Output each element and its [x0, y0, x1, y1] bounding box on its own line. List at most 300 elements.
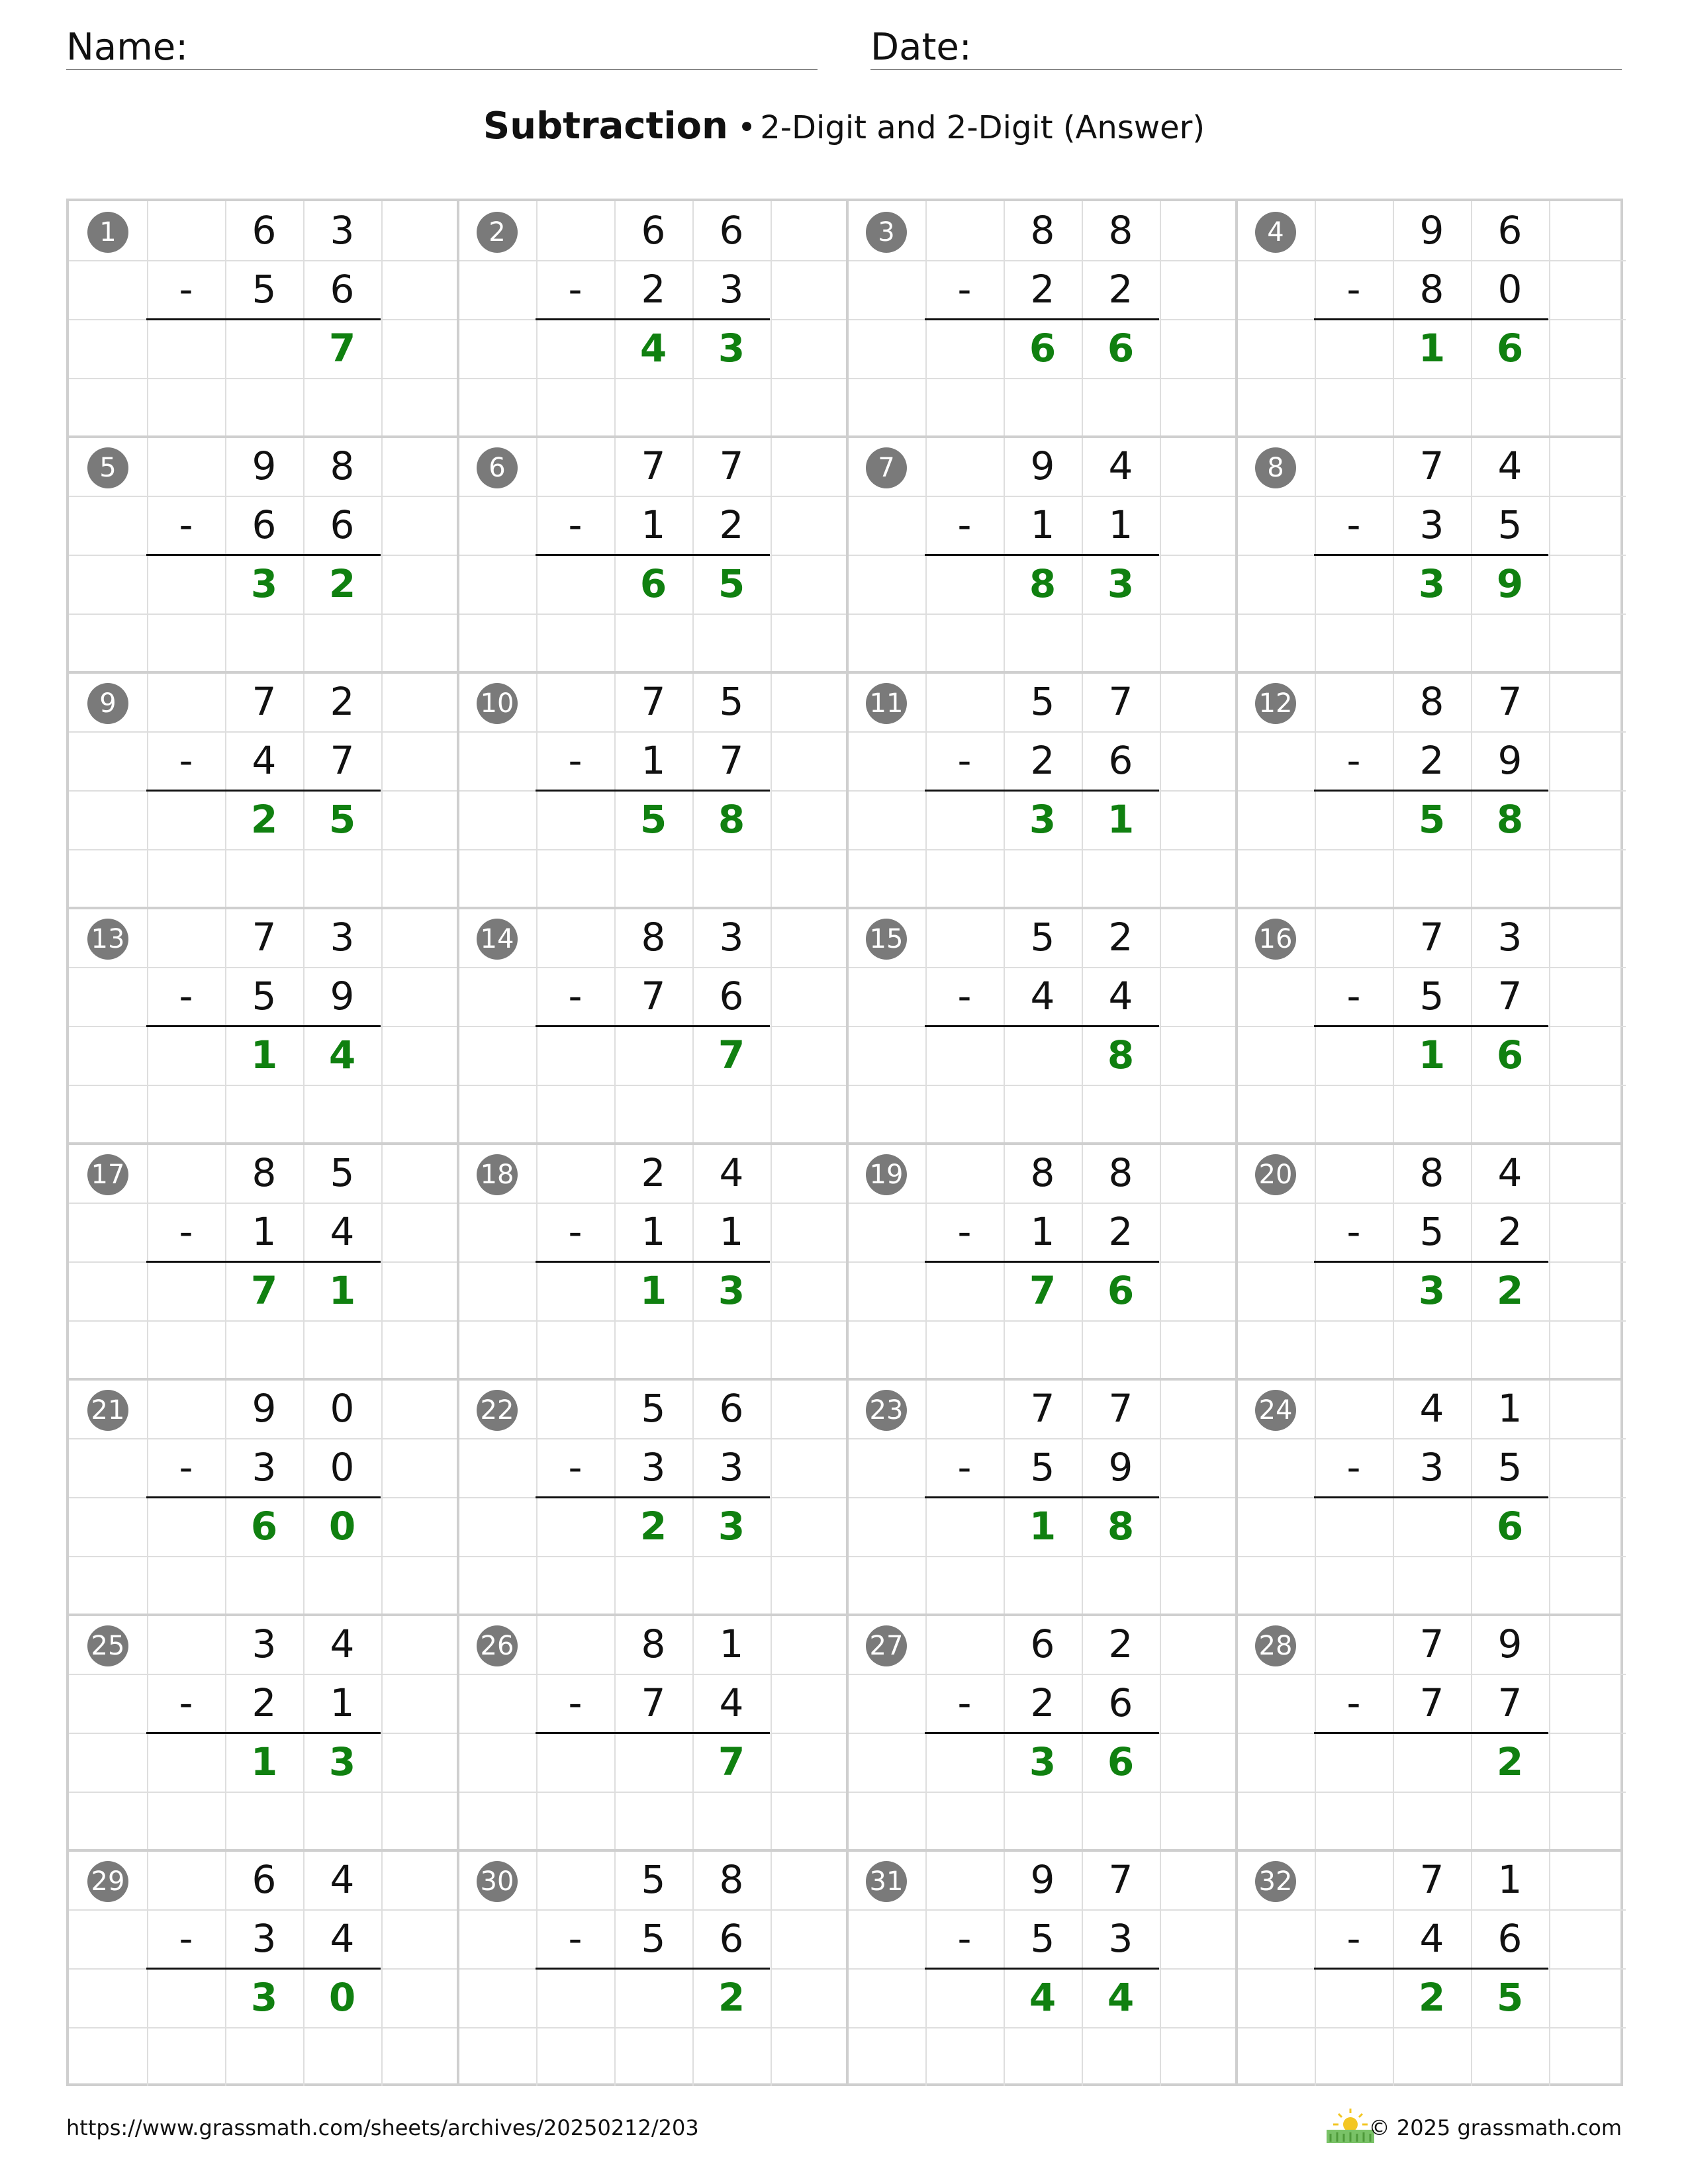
- minuend-digit: 5: [1030, 679, 1055, 724]
- problem-number-badge: 23: [866, 1390, 907, 1431]
- answer-digit: [1393, 1733, 1471, 1792]
- problem-cell: [458, 437, 847, 672]
- subtrahend-digit: 4: [1419, 1916, 1444, 1961]
- problem-number-badge: 28: [1255, 1625, 1296, 1666]
- problem-cell: [69, 437, 458, 672]
- answer-digit: 3: [718, 1504, 745, 1549]
- grid-line: [847, 1792, 1237, 1793]
- answer-digit: 4: [639, 326, 667, 371]
- subtrahend-digit: 9: [1108, 1445, 1133, 1490]
- footer-url: https://www.grassmath.com/sheets/archives/20250212/203: [66, 2115, 699, 2140]
- answer-digit: 5: [1496, 1975, 1524, 2020]
- answer-line: [1314, 318, 1548, 320]
- minus-sign: -: [179, 267, 193, 312]
- minus-sign: -: [957, 1445, 972, 1490]
- problem-number-badge: 5: [87, 447, 128, 488]
- answer-digit: 1: [328, 1268, 356, 1313]
- minus-sign: -: [568, 267, 583, 312]
- minus-sign: -: [179, 1209, 193, 1254]
- grid-line: [69, 1320, 458, 1322]
- grid-line: [847, 1085, 1237, 1086]
- answer-line: [925, 1261, 1159, 1263]
- subtrahend-digit: 3: [1108, 1916, 1133, 1961]
- minuend-digit: 3: [330, 208, 355, 253]
- problem-number-badge: 7: [866, 447, 907, 488]
- minuend-digit: 9: [1497, 1621, 1523, 1666]
- problem-number-badge: 2: [477, 212, 518, 253]
- answer-digit: 8: [1496, 797, 1524, 842]
- answer-line: [536, 1732, 770, 1734]
- problem-cell: [1237, 1379, 1626, 1615]
- problem-number-badge: 31: [866, 1861, 907, 1902]
- answer-line: [1314, 1968, 1548, 1970]
- problem-number-badge: 17: [87, 1154, 128, 1195]
- problem-cell: [69, 672, 458, 908]
- subtrahend-digit: 2: [252, 1680, 277, 1725]
- subtrahend-digit: 1: [330, 1680, 355, 1725]
- answer-line: [1314, 790, 1548, 792]
- subtrahend-digit: 3: [1419, 502, 1444, 547]
- minuend-digit: 2: [1108, 915, 1133, 960]
- subtrahend-digit: 5: [1419, 974, 1444, 1019]
- answer-digit: 1: [1029, 1504, 1056, 1549]
- minus-sign: -: [568, 738, 583, 783]
- row-separator: [69, 907, 1620, 909]
- minuend-digit: 9: [1030, 1857, 1055, 1902]
- answer-line: [536, 1968, 770, 1970]
- problem-cell: [1237, 437, 1626, 672]
- minuend-digit: 4: [719, 1150, 744, 1195]
- minuend-digit: 8: [1108, 208, 1133, 253]
- minuend-digit: 3: [330, 915, 355, 960]
- minus-sign: -: [179, 1445, 193, 1490]
- minuend-digit: 3: [719, 915, 744, 960]
- answer-digit: 1: [250, 1032, 278, 1077]
- answer-digit: 4: [1107, 1975, 1135, 2020]
- answer-line: [536, 1025, 770, 1027]
- answer-line: [536, 1496, 770, 1498]
- answer-line: [536, 554, 770, 556]
- answer-digit: 3: [250, 1975, 278, 2020]
- subtrahend-digit: 6: [1497, 1916, 1523, 1961]
- subtrahend-digit: 1: [641, 738, 666, 783]
- problem-number-badge: 1: [87, 212, 128, 253]
- subtrahend-digit: 0: [1497, 267, 1523, 312]
- problem-number-badge: 11: [866, 683, 907, 724]
- minus-sign: -: [179, 1916, 193, 1961]
- subtrahend-digit: 2: [1497, 1209, 1523, 1254]
- subtrahend-digit: 2: [1108, 267, 1133, 312]
- subtrahend-digit: 2: [1419, 738, 1444, 783]
- subtrahend-digit: 4: [252, 738, 277, 783]
- grid-line: [1237, 849, 1626, 850]
- answer-digit: 2: [1496, 1739, 1524, 1784]
- minus-sign: -: [1346, 974, 1361, 1019]
- answer-digit: [614, 1968, 692, 2027]
- minus-sign: -: [1346, 1445, 1361, 1490]
- problem-number-badge: 27: [866, 1625, 907, 1666]
- grid-line: [847, 378, 1237, 379]
- problem-cell: [847, 1850, 1237, 2086]
- minus-sign: -: [568, 1680, 583, 1725]
- problem-cell: [458, 1144, 847, 1379]
- answer-digit: [614, 1026, 692, 1085]
- grid-line: [458, 2027, 847, 2028]
- subtrahend-digit: 3: [719, 1445, 744, 1490]
- problem-cell: [1237, 1615, 1626, 1850]
- subtrahend-digit: 4: [330, 1209, 355, 1254]
- minuend-digit: 7: [1419, 443, 1444, 488]
- answer-digit: 8: [1029, 561, 1056, 606]
- answer-line: [146, 1968, 381, 1970]
- minus-sign: -: [957, 738, 972, 783]
- minuend-digit: 9: [252, 443, 277, 488]
- subtrahend-digit: 5: [252, 267, 277, 312]
- answer-digit: 1: [1418, 326, 1446, 371]
- subtrahend-digit: 5: [1497, 502, 1523, 547]
- title-separator: •: [737, 109, 757, 146]
- problem-cell: [458, 1615, 847, 1850]
- minuend-digit: 4: [1419, 1386, 1444, 1431]
- minus-sign: -: [957, 502, 972, 547]
- grid-line: [458, 378, 847, 379]
- row-separator: [69, 1849, 1620, 1852]
- minuend-digit: 5: [641, 1857, 666, 1902]
- answer-digit: 3: [1418, 561, 1446, 606]
- answer-digit: 8: [1107, 1504, 1135, 1549]
- grid-line: [1237, 378, 1626, 379]
- minus-sign: -: [1346, 1916, 1361, 1961]
- minuend-digit: 8: [719, 1857, 744, 1902]
- answer-digit: [614, 1733, 692, 1792]
- grid-line: [458, 1556, 847, 1557]
- answer-line: [1314, 1732, 1548, 1734]
- answer-digit: 3: [328, 1739, 356, 1784]
- answer-digit: 3: [718, 1268, 745, 1313]
- answer-digit: 6: [250, 1504, 278, 1549]
- problem-number-badge: 6: [477, 447, 518, 488]
- problem-number-badge: 20: [1255, 1154, 1296, 1195]
- answer-digit: 1: [1418, 1032, 1446, 1077]
- minus-sign: -: [957, 1209, 972, 1254]
- minuend-digit: 5: [641, 1386, 666, 1431]
- answer-digit: 8: [718, 797, 745, 842]
- answer-line: [925, 554, 1159, 556]
- minus-sign: -: [957, 974, 972, 1019]
- minuend-digit: 8: [1030, 208, 1055, 253]
- grid-line: [1237, 2027, 1626, 2028]
- minuend-digit: 4: [330, 1621, 355, 1666]
- problem-cell: [458, 1850, 847, 2086]
- minuend-digit: 8: [330, 443, 355, 488]
- subtrahend-digit: 0: [330, 1445, 355, 1490]
- minuend-digit: 6: [719, 208, 744, 253]
- answer-line: [536, 790, 770, 792]
- date-label: Date:: [870, 26, 972, 69]
- minuend-digit: 4: [1497, 443, 1523, 488]
- answer-digit: 2: [328, 561, 356, 606]
- problem-cell: [458, 201, 847, 437]
- grid-line: [847, 2027, 1237, 2028]
- answer-digit: 5: [718, 561, 745, 606]
- minus-sign: -: [179, 502, 193, 547]
- answer-digit: 3: [718, 326, 745, 371]
- minus-sign: -: [179, 974, 193, 1019]
- subtrahend-digit: 2: [1108, 1209, 1133, 1254]
- answer-line: [1314, 554, 1548, 556]
- minuend-digit: 7: [641, 679, 666, 724]
- problem-number-badge: 32: [1255, 1861, 1296, 1902]
- answer-digit: 6: [1496, 1032, 1524, 1077]
- grid-line: [847, 1556, 1237, 1557]
- subtrahend-digit: 3: [252, 1916, 277, 1961]
- minuend-digit: 3: [252, 1621, 277, 1666]
- minuend-digit: 6: [1030, 1621, 1055, 1666]
- minuend-digit: 1: [1497, 1857, 1523, 1902]
- minus-sign: -: [568, 1209, 583, 1254]
- subtrahend-digit: 7: [1419, 1680, 1444, 1725]
- minuend-digit: 8: [252, 1150, 277, 1195]
- grid-line: [1237, 614, 1626, 615]
- subtrahend-digit: 1: [252, 1209, 277, 1254]
- problem-cell: [847, 1379, 1237, 1615]
- subtrahend-digit: 3: [1419, 1445, 1444, 1490]
- problem-cell: [69, 1144, 458, 1379]
- problem-cell: [847, 1144, 1237, 1379]
- row-separator: [69, 671, 1620, 674]
- minuend-digit: 8: [1419, 1150, 1444, 1195]
- subtrahend-digit: 6: [330, 267, 355, 312]
- subtrahend-digit: 9: [330, 974, 355, 1019]
- grid-line: [458, 849, 847, 850]
- minuend-digit: 7: [252, 679, 277, 724]
- subtrahend-digit: 5: [1497, 1445, 1523, 1490]
- answer-line: [1314, 1261, 1548, 1263]
- problem-cell: [69, 1850, 458, 2086]
- subtrahend-digit: 1: [1030, 1209, 1055, 1254]
- grid-line: [69, 378, 458, 379]
- subtrahend-digit: 5: [641, 1916, 666, 1961]
- problem-cell: [1237, 201, 1626, 437]
- answer-digit: 7: [718, 1032, 745, 1077]
- row-separator: [69, 1378, 1620, 1381]
- subtrahend-digit: 1: [1108, 502, 1133, 547]
- problem-cell: [69, 201, 458, 437]
- answer-digit: 1: [639, 1268, 667, 1313]
- answer-line: [536, 318, 770, 320]
- minuend-digit: 7: [719, 443, 744, 488]
- answer-digit: 3: [1107, 561, 1135, 606]
- answer-line: [925, 1968, 1159, 1970]
- problem-grid: [66, 199, 1623, 2086]
- grid-line: [69, 2027, 458, 2028]
- answer-line: [925, 1732, 1159, 1734]
- answer-digit: 1: [1107, 797, 1135, 842]
- grid-line: [847, 614, 1237, 615]
- answer-digit: 1: [250, 1739, 278, 1784]
- subtrahend-digit: 5: [1030, 1445, 1055, 1490]
- answer-digit: 7: [1029, 1268, 1056, 1313]
- answer-digit: 0: [328, 1504, 356, 1549]
- minuend-digit: 0: [330, 1386, 355, 1431]
- subtrahend-digit: 4: [1030, 974, 1055, 1019]
- answer-digit: 5: [1418, 797, 1446, 842]
- problem-number-badge: 14: [477, 919, 518, 960]
- problem-cell: [69, 1379, 458, 1615]
- answer-digit: 7: [250, 1268, 278, 1313]
- subtrahend-digit: 3: [641, 1445, 666, 1490]
- minuend-digit: 6: [1497, 208, 1523, 253]
- subtrahend-digit: 1: [641, 502, 666, 547]
- minus-sign: -: [1346, 1209, 1361, 1254]
- problem-number-badge: 22: [477, 1390, 518, 1431]
- problem-cell: [69, 1615, 458, 1850]
- answer-line: [146, 1025, 381, 1027]
- problem-number-badge: 25: [87, 1625, 128, 1666]
- minuend-digit: 8: [1419, 679, 1444, 724]
- minuend-digit: 4: [1497, 1150, 1523, 1195]
- minuend-digit: 7: [1419, 1857, 1444, 1902]
- subtrahend-digit: 2: [719, 502, 744, 547]
- subtrahend-digit: 9: [1497, 738, 1523, 783]
- answer-digit: 8: [1107, 1032, 1135, 1077]
- worksheet-title: [0, 105, 1688, 148]
- grid-line: [458, 1320, 847, 1322]
- answer-line: [146, 1261, 381, 1263]
- grid-line: [458, 1085, 847, 1086]
- answer-line: [146, 318, 381, 320]
- minuend-digit: 6: [252, 1857, 277, 1902]
- row-separator: [69, 435, 1620, 438]
- minuend-digit: 1: [719, 1621, 744, 1666]
- minuend-digit: 9: [1419, 208, 1444, 253]
- minus-sign: -: [179, 1680, 193, 1725]
- minuend-digit: 8: [641, 915, 666, 960]
- subtrahend-digit: 3: [719, 267, 744, 312]
- grid-line: [69, 1556, 458, 1557]
- problem-number-badge: 19: [866, 1154, 907, 1195]
- subtrahend-digit: 1: [719, 1209, 744, 1254]
- subtrahend-digit: 5: [1419, 1209, 1444, 1254]
- answer-digit: [225, 319, 303, 378]
- answer-digit: 7: [718, 1739, 745, 1784]
- minuend-digit: 5: [1030, 915, 1055, 960]
- answer-line: [146, 790, 381, 792]
- answer-digit: 6: [1496, 326, 1524, 371]
- problem-number-badge: 16: [1255, 919, 1296, 960]
- answer-digit: 4: [328, 1032, 356, 1077]
- subtrahend-digit: 2: [1030, 738, 1055, 783]
- problem-number-badge: 9: [87, 683, 128, 724]
- answer-line: [146, 1732, 381, 1734]
- minuend-digit: 7: [1108, 679, 1133, 724]
- answer-digit: 2: [1496, 1268, 1524, 1313]
- minuend-digit: 7: [1419, 1621, 1444, 1666]
- answer-digit: 2: [250, 797, 278, 842]
- row-separator: [69, 1614, 1620, 1616]
- minuend-digit: 8: [1030, 1150, 1055, 1195]
- minuend-digit: 7: [1030, 1386, 1055, 1431]
- grid-line: [458, 614, 847, 615]
- answer-line: [1314, 1025, 1548, 1027]
- subtrahend-digit: 3: [252, 1445, 277, 1490]
- problem-cell: [847, 437, 1237, 672]
- subtrahend-digit: 4: [330, 1916, 355, 1961]
- minuend-digit: 7: [1419, 915, 1444, 960]
- subtrahend-digit: 5: [1030, 1916, 1055, 1961]
- minuend-digit: 9: [252, 1386, 277, 1431]
- answer-line: [925, 790, 1159, 792]
- answer-digit: 6: [1107, 326, 1135, 371]
- grid-line: [69, 1792, 458, 1793]
- problem-number-badge: 3: [866, 212, 907, 253]
- problem-cell: [847, 201, 1237, 437]
- title-subtitle: 2-Digit and 2-Digit (Answer): [760, 109, 1205, 146]
- problem-cell: [1237, 1144, 1626, 1379]
- grid-line: [458, 1792, 847, 1793]
- minus-sign: -: [568, 502, 583, 547]
- minus-sign: -: [568, 1445, 583, 1490]
- answer-digit: 2: [718, 1975, 745, 2020]
- minus-sign: -: [1346, 738, 1361, 783]
- subtrahend-digit: 6: [252, 502, 277, 547]
- minuend-digit: 7: [1108, 1386, 1133, 1431]
- answer-digit: 6: [639, 561, 667, 606]
- answer-digit: 2: [1418, 1975, 1446, 2020]
- answer-line: [146, 1496, 381, 1498]
- subtrahend-digit: 7: [641, 974, 666, 1019]
- subtrahend-digit: 7: [1497, 974, 1523, 1019]
- minus-sign: -: [568, 1916, 583, 1961]
- minuend-digit: 1: [1497, 1386, 1523, 1431]
- answer-digit: 6: [1107, 1268, 1135, 1313]
- problem-number-badge: 21: [87, 1390, 128, 1431]
- subtrahend-digit: 2: [641, 267, 666, 312]
- subtrahend-digit: 4: [719, 1680, 744, 1725]
- grid-line: [1237, 1085, 1626, 1086]
- answer-line: [925, 1496, 1159, 1498]
- subtrahend-digit: 8: [1419, 267, 1444, 312]
- subtrahend-digit: 7: [330, 738, 355, 783]
- problem-number-badge: 29: [87, 1861, 128, 1902]
- subtrahend-digit: 1: [641, 1209, 666, 1254]
- subtrahend-digit: 7: [719, 738, 744, 783]
- date-field[interactable]: [870, 24, 1622, 70]
- minuend-digit: 9: [1030, 443, 1055, 488]
- subtrahend-digit: 6: [719, 974, 744, 1019]
- answer-digit: 3: [1029, 1739, 1056, 1784]
- answer-line: [1314, 1496, 1548, 1498]
- problem-cell: [847, 908, 1237, 1144]
- name-field[interactable]: [66, 24, 818, 70]
- answer-digit: 0: [328, 1975, 356, 2020]
- problem-cell: [847, 1615, 1237, 1850]
- subtrahend-digit: 6: [1108, 1680, 1133, 1725]
- name-label: Name:: [66, 26, 189, 69]
- subtrahend-digit: 6: [1108, 738, 1133, 783]
- minuend-digit: 7: [1497, 679, 1523, 724]
- problem-cell: [1237, 672, 1626, 908]
- problem-number-badge: 10: [477, 683, 518, 724]
- problem-number-badge: 15: [866, 919, 907, 960]
- subtrahend-digit: 6: [330, 502, 355, 547]
- minuend-digit: 6: [719, 1386, 744, 1431]
- answer-line: [536, 1261, 770, 1263]
- answer-line: [146, 554, 381, 556]
- minus-sign: -: [568, 974, 583, 1019]
- problem-number-badge: 13: [87, 919, 128, 960]
- minuend-digit: 6: [641, 208, 666, 253]
